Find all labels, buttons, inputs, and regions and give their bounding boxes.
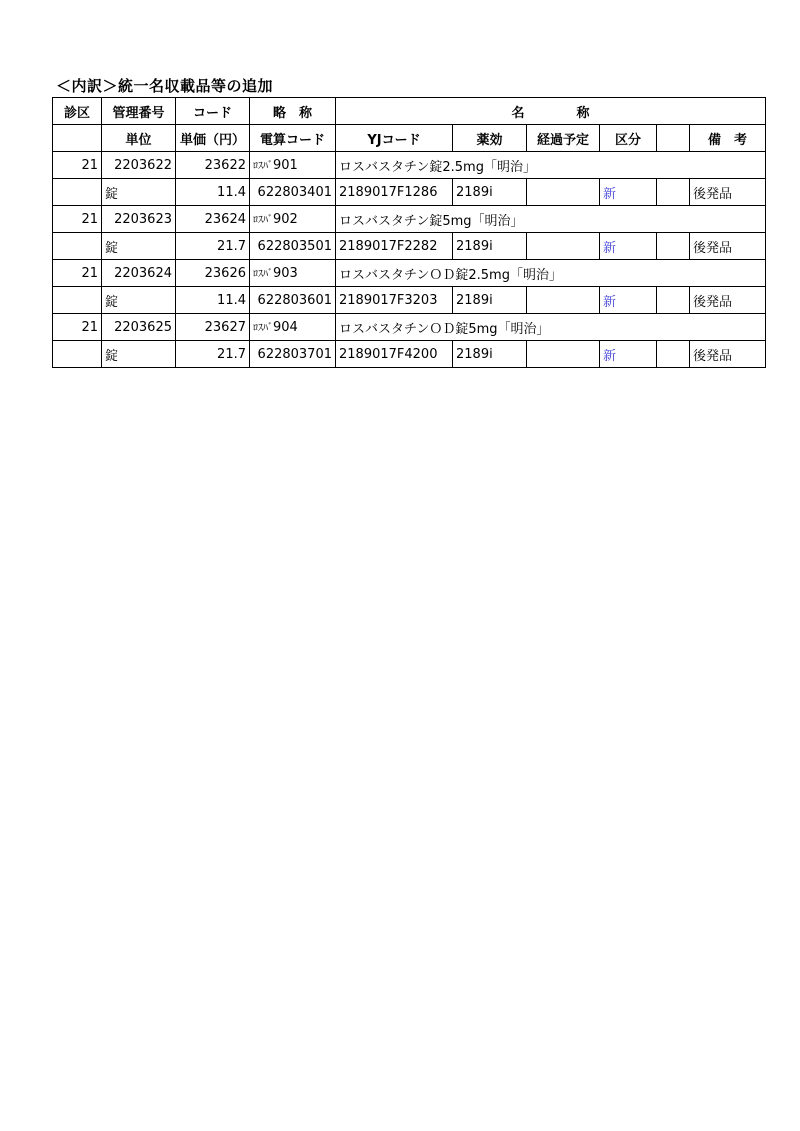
cell-unit: 錠 xyxy=(102,233,176,260)
cell-name: ロスバスタチンＯＤ錠2.5mg「明治」 xyxy=(336,260,766,287)
cell-densan: 622803501 xyxy=(250,233,336,260)
cell-keika xyxy=(527,341,600,368)
ryaku-prefix: ﾛｽﾊﾞ xyxy=(253,215,273,226)
cell-unit: 錠 xyxy=(102,341,176,368)
cell-kubun: 新 xyxy=(600,287,657,314)
cell-name: ロスバスタチンＯＤ錠5mg「明治」 xyxy=(336,314,766,341)
cell-biko: 後発品 xyxy=(690,341,766,368)
ryaku-num: 903 xyxy=(273,266,298,281)
table-row xyxy=(53,179,766,206)
cell-kubun: 新 xyxy=(600,341,657,368)
col-header-yj: YJコード xyxy=(336,125,453,152)
cell-price: 11.4 xyxy=(176,287,250,314)
col-header-name: 名 称 xyxy=(336,98,766,125)
cell-ryaku xyxy=(250,152,336,179)
cell-shinku: 21 xyxy=(53,260,102,287)
cell-empty xyxy=(53,287,102,314)
col-header-shinku: 診区 xyxy=(53,98,102,125)
cell-keika xyxy=(527,179,600,206)
table-row xyxy=(53,206,766,233)
ryaku-num: 904 xyxy=(273,320,298,335)
cell-densan: 622803601 xyxy=(250,287,336,314)
col-header-yakko: 薬効 xyxy=(453,125,527,152)
drug-table xyxy=(52,97,766,368)
cell-keika xyxy=(527,233,600,260)
cell-yakko: 2189i xyxy=(453,179,527,206)
cell-ryaku xyxy=(250,206,336,233)
cell-kubun: 新 xyxy=(600,179,657,206)
cell-empty xyxy=(53,341,102,368)
table-row xyxy=(53,287,766,314)
cell-price: 21.7 xyxy=(176,341,250,368)
cell-empty xyxy=(53,233,102,260)
col-header-kubun: 区分 xyxy=(600,125,657,152)
cell-name: ロスバスタチン錠5mg「明治」 xyxy=(336,206,766,233)
cell-blank xyxy=(657,179,690,206)
ryaku-num: 902 xyxy=(273,212,298,227)
ryaku-num: 901 xyxy=(273,158,298,173)
cell-keika xyxy=(527,287,600,314)
cell-unit: 錠 xyxy=(102,179,176,206)
col-header-ryaku: 略 称 xyxy=(250,98,336,125)
cell-yakko: 2189i xyxy=(453,341,527,368)
ryaku-prefix: ﾛｽﾊﾞ xyxy=(253,161,273,172)
cell-shinku: 21 xyxy=(53,152,102,179)
cell-biko: 後発品 xyxy=(690,179,766,206)
cell-kanri: 2203623 xyxy=(102,206,176,233)
table-row xyxy=(53,260,766,287)
cell-shinku: 21 xyxy=(53,206,102,233)
cell-yakko: 2189i xyxy=(453,233,527,260)
cell-code: 23624 xyxy=(176,206,250,233)
cell-kubun: 新 xyxy=(600,233,657,260)
col-header-densan: 電算コード xyxy=(250,125,336,152)
cell-kanri: 2203625 xyxy=(102,314,176,341)
cell-code: 23627 xyxy=(176,314,250,341)
cell-yj: 2189017F1286 xyxy=(336,179,453,206)
cell-blank xyxy=(657,287,690,314)
cell-yj: 2189017F4200 xyxy=(336,341,453,368)
cell-biko: 後発品 xyxy=(690,287,766,314)
header-row-2 xyxy=(53,125,766,152)
col-header-price: 単価（円） xyxy=(176,125,250,152)
cell-densan: 622803401 xyxy=(250,179,336,206)
cell-price: 21.7 xyxy=(176,233,250,260)
cell-blank xyxy=(657,233,690,260)
table-row xyxy=(53,152,766,179)
ryaku-prefix: ﾛｽﾊﾞ xyxy=(253,269,273,280)
cell-code: 23622 xyxy=(176,152,250,179)
cell-shinku: 21 xyxy=(53,314,102,341)
cell-blank xyxy=(657,341,690,368)
cell-ryaku xyxy=(250,260,336,287)
col-header-biko: 備 考 xyxy=(690,125,766,152)
col-header-unit: 単位 xyxy=(102,125,176,152)
page-title: ＜内訳＞統一名収載品等の追加 xyxy=(56,77,274,95)
cell-yj: 2189017F3203 xyxy=(336,287,453,314)
cell-kanri: 2203622 xyxy=(102,152,176,179)
table-row xyxy=(53,314,766,341)
cell-ryaku xyxy=(250,314,336,341)
cell-yj: 2189017F2282 xyxy=(336,233,453,260)
col-header-kanri: 管理番号 xyxy=(102,98,176,125)
col-header-keika: 経過予定 xyxy=(527,125,600,152)
col-header-code: コード xyxy=(176,98,250,125)
col-header-empty xyxy=(53,125,102,152)
cell-code: 23626 xyxy=(176,260,250,287)
header-row-1 xyxy=(53,98,766,125)
cell-unit: 錠 xyxy=(102,287,176,314)
cell-name: ロスバスタチン錠2.5mg「明治」 xyxy=(336,152,766,179)
table-row xyxy=(53,341,766,368)
ryaku-prefix: ﾛｽﾊﾞ xyxy=(253,323,273,334)
cell-price: 11.4 xyxy=(176,179,250,206)
table-row xyxy=(53,233,766,260)
cell-kanri: 2203624 xyxy=(102,260,176,287)
cell-yakko: 2189i xyxy=(453,287,527,314)
col-header-blank xyxy=(657,125,690,152)
cell-densan: 622803701 xyxy=(250,341,336,368)
cell-biko: 後発品 xyxy=(690,233,766,260)
cell-empty xyxy=(53,179,102,206)
